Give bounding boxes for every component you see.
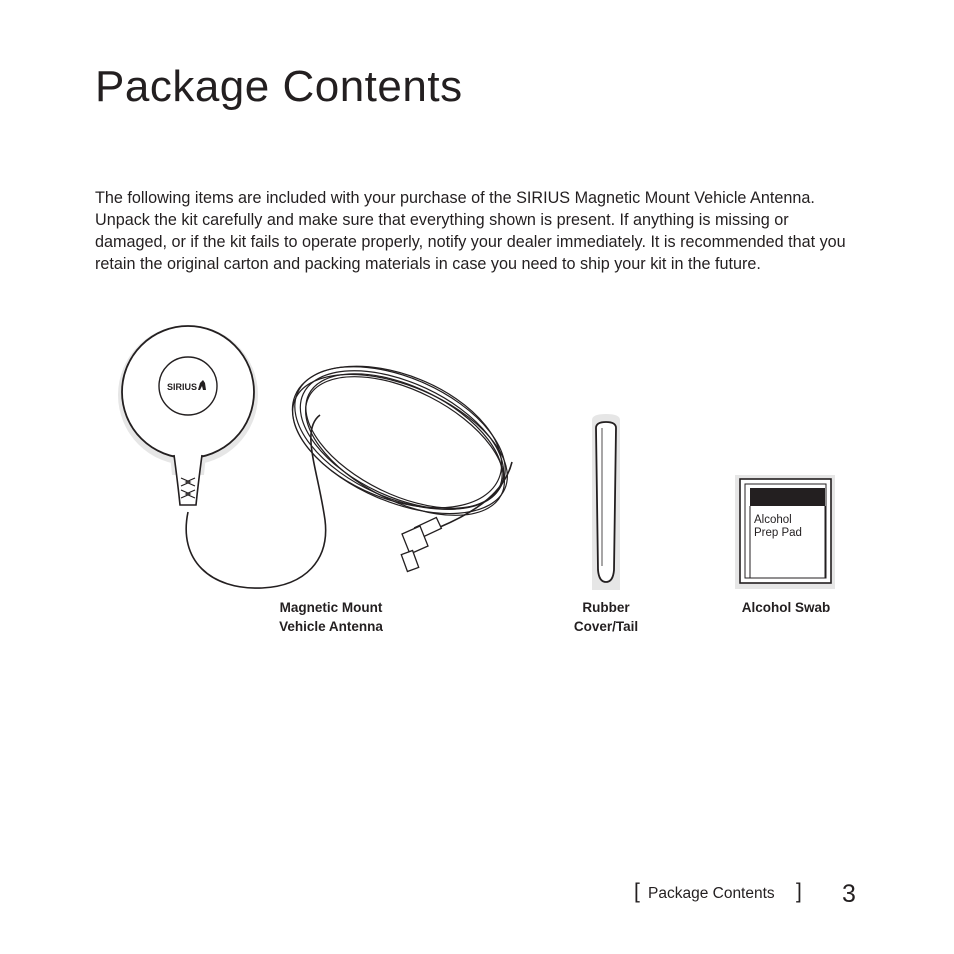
antenna-illustration bbox=[118, 325, 528, 588]
package-illustration bbox=[0, 320, 954, 620]
caption-line: Alcohol Swab bbox=[741, 600, 831, 615]
caption-line: Rubber bbox=[582, 600, 630, 615]
sirius-logo-text: SIRIUS bbox=[166, 382, 198, 392]
footer-section-title: Package Contents bbox=[648, 885, 775, 902]
page-footer bbox=[620, 880, 870, 910]
page-number: 3 bbox=[842, 880, 856, 908]
caption-line: Vehicle Antenna bbox=[279, 619, 383, 634]
footer-close-bracket: ] bbox=[796, 880, 802, 903]
caption-line: Cover/Tail bbox=[573, 619, 639, 634]
right-angle-connector bbox=[401, 517, 441, 571]
caption-magnetic-mount-antenna bbox=[246, 598, 416, 636]
footer-open-bracket: [ bbox=[634, 880, 640, 903]
pad-label-line1: Alcohol bbox=[754, 514, 792, 526]
caption-line: Magnetic Mount bbox=[279, 600, 383, 615]
rubber-tail-illustration bbox=[592, 414, 620, 590]
page-title: Package Contents bbox=[95, 62, 463, 111]
caption-rubber-cover-tail bbox=[546, 598, 666, 636]
strain-relief bbox=[174, 455, 202, 505]
pad-label-line2: Prep Pad bbox=[754, 527, 802, 539]
intro-paragraph: The following items are included with your purchase of the SIRIUS Magnetic Mount Vehicle Antenna. Unpack the kit carefully and make sure that everything shown is present. If anything is missing or damaged, or if the kit fails to operate properly, notify your dealer immediately. It is recommended that you retain the original carton and packing materials in case you need to ship your kit in the future. bbox=[95, 189, 846, 273]
caption-alcohol-swab bbox=[716, 598, 856, 617]
